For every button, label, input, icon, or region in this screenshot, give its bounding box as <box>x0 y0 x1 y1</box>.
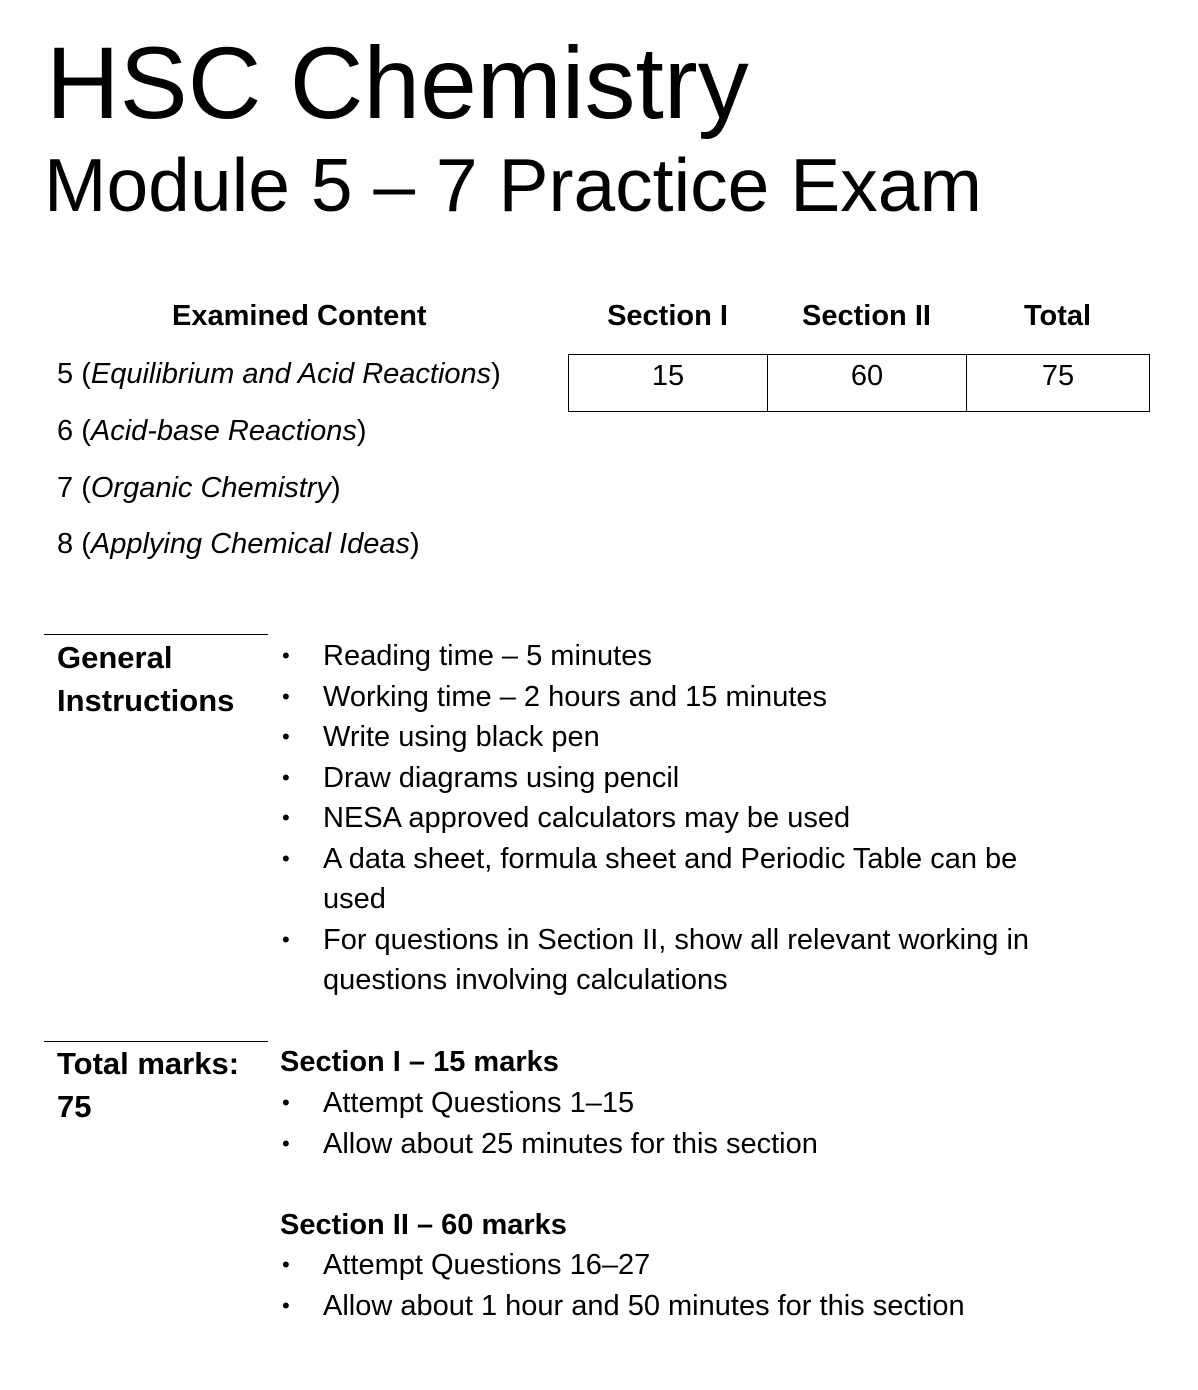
list-item: • A data sheet, formula sheet and Periodic Table can be used <box>282 839 1162 920</box>
module-number: 6 <box>57 415 74 447</box>
module-name: Applying Chemical Ideas <box>90 528 411 560</box>
module-name: Equilibrium and Acid Reactions <box>90 358 492 390</box>
label-line: General <box>57 640 173 675</box>
bullet-icon: • <box>282 926 290 952</box>
bullet-icon: • <box>282 1090 290 1115</box>
module-number: 5 <box>57 358 74 390</box>
total-marks-label <box>57 1042 239 1128</box>
section-2-title: Section II – 60 marks <box>280 1209 567 1241</box>
bullet-icon: • <box>282 764 290 790</box>
marks-row <box>569 355 1150 412</box>
marks-section-1: 15 <box>569 355 768 412</box>
section-2-list <box>282 1245 1162 1326</box>
module-number: 8 <box>57 528 74 560</box>
list-item: • Write using black pen <box>282 717 1162 758</box>
list-item: • Allow about 25 minutes for this section <box>282 1124 1162 1165</box>
exam-title: HSC Chemistry <box>46 26 749 140</box>
list-item: • Allow about 1 hour and 50 minutes for this section <box>282 1286 1162 1327</box>
bullet-icon: • <box>282 683 290 709</box>
bullet-icon: • <box>282 845 290 871</box>
bullet-icon: • <box>282 1292 290 1318</box>
module-line: 7 (Organic Chemistry) <box>57 472 341 504</box>
header-section-1: Section I <box>607 300 728 332</box>
header-section-2: Section II <box>802 300 931 332</box>
module-name: Acid-base Reactions <box>90 415 357 447</box>
bullet-icon: • <box>282 1252 290 1277</box>
list-item: • Reading time – 5 minutes <box>282 636 1162 677</box>
marks-table <box>568 354 1150 412</box>
marks-section-2: 60 <box>768 355 967 412</box>
label-line: Instructions <box>57 683 235 718</box>
module-line: 8 (Applying Chemical Ideas) <box>57 528 420 560</box>
total-marks-text: Total marks: <box>57 1046 240 1081</box>
section-1-list <box>282 1083 1162 1164</box>
general-instructions-list <box>282 636 1162 1001</box>
module-line: 5 (Equilibrium and Acid Reactions) <box>57 358 501 390</box>
header-examined-content: Examined Content <box>172 300 427 332</box>
module-name: Organic Chemistry <box>90 472 331 504</box>
list-item: • Attempt Questions 16–27 <box>282 1245 1162 1286</box>
exam-subtitle: Module 5 – 7 Practice Exam <box>44 143 982 227</box>
section-1-title: Section I – 15 marks <box>280 1046 559 1078</box>
bullet-icon: • <box>282 643 290 668</box>
bullet-icon: • <box>282 805 290 830</box>
list-item: • Attempt Questions 1–15 <box>282 1083 1162 1124</box>
list-item: • For questions in Section II, show all relevant working in questions involving calculations <box>282 920 1162 1001</box>
divider <box>44 634 268 635</box>
header-total: Total <box>1023 300 1092 332</box>
bullet-icon: • <box>282 1130 290 1156</box>
general-instructions-label <box>57 636 234 722</box>
bullet-icon: • <box>282 724 290 749</box>
module-line: 6 (Acid-base Reactions) <box>57 415 367 447</box>
list-item: • NESA approved calculators may be used <box>282 798 1162 839</box>
total-marks-value: 75 <box>57 1089 92 1124</box>
module-number: 7 <box>57 472 74 504</box>
marks-total: 75 <box>967 355 1150 412</box>
list-item: • Draw diagrams using pencil <box>282 758 1162 799</box>
list-item: • Working time – 2 hours and 15 minutes <box>282 677 1162 718</box>
